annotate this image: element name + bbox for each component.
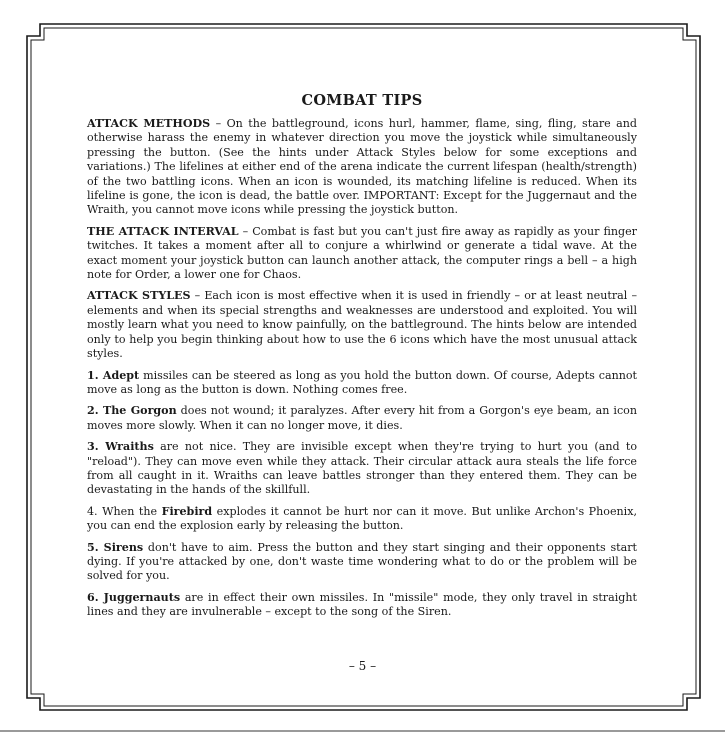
tip-heading: 6. Juggernauts (87, 590, 181, 604)
tip-text: missiles can be steered as long as you hold the button down. Of course, Adepts cannot move as long as the button is down. Nothing comes free. (87, 368, 637, 396)
section-text: – Combat is fast but you can't just fire away as rapidly as your finger twitches. It takes a moment after all to conjure a whirlwind or generate a tidal wave. At the exact moment your joystick button can launch another attack, the computer rings a bell – a high note for Order, a lower one for Chaos. (87, 224, 637, 282)
tip-prefix: 4. When the (87, 504, 162, 518)
section-text: – On the battleground, icons hurl, hammer, flame, sing, fling, stare and otherwise harass the enemy in whatever direction you move the joystick while simultaneously pressing the button. (See the hints under Attack Styles below for some exceptions and variations.) The lifelines at either end of the arena indicate the current lifespan (health/strength) of the two battling icons. When an icon is wounded, its matching lifeline is reduced. When its lifeline is gone, the icon is dead, the battle over. IMPORTANT: Except for the Juggernaut and the Wraith, you cannot move icons while pressing the joystick button. (87, 117, 637, 217)
section-heading: THE ATTACK INTERVAL (87, 224, 239, 238)
section-attack-methods (87, 117, 637, 218)
tip-text: are not nice. They are invisible except when they're trying to hurt you (and to "reload"). They can move even while they attack. Their circular attack aura steals the life force from all caught in it. Wraiths can leave battles stronger than they entered them. They can be devastating in the hands of the skillfull. (87, 440, 637, 497)
tip-heading: 3. Wraiths (87, 440, 154, 454)
section-heading: ATTACK STYLES (87, 289, 191, 303)
tip-text: are in effect their own missiles. In "missile" mode, they only travel in straight lines and they are invulnerable – except to the song of the Siren. (87, 590, 637, 619)
page-title: COMBAT TIPS (301, 92, 423, 109)
tip-adept (87, 369, 637, 398)
tip-heading: 2. The Gorgon (87, 404, 177, 418)
tip-heading: Firebird (161, 504, 213, 518)
section-text: – Each icon is most effective when it is used in friendly – or at least neutral – elements and when its special strengths and weaknesses are understood and exploited. You will mostly learn what you need to know painfully, on the battleground. The hints below are intended only to help you begin thinking about how to use the 6 icons which have the most unusual attack styles. (87, 289, 637, 361)
tip-heading: 1. Adept (87, 368, 140, 382)
tip-text: don't have to aim. Press the button and they start singing and their opponents start dying. If you're attacked by one, don't waste time wondering what to do or the problem will be solved for you. (87, 540, 638, 583)
page-content (87, 88, 637, 627)
section-attack-styles (87, 289, 637, 361)
page-number: – 5 – (348, 659, 377, 673)
tip-wraiths (87, 440, 637, 498)
tip-sirens (87, 541, 637, 584)
tip-text: does not wound; it paralyzes. After every hit from a Gorgon's eye beam, an icon moves more slowly. When it can no longer move, it dies. (87, 404, 637, 432)
section-heading: ATTACK METHODS (87, 117, 211, 130)
tip-text: explodes it cannot be hurt nor can it move. But unlike Archon's Phoenix, you can end the explosion early by releasing the button. (87, 504, 637, 533)
tip-heading: 5. Sirens (87, 540, 144, 554)
tip-juggernauts (87, 591, 637, 620)
section-attack-interval (87, 225, 637, 283)
tip-gorgon (87, 404, 637, 433)
tip-firebird (87, 505, 637, 534)
